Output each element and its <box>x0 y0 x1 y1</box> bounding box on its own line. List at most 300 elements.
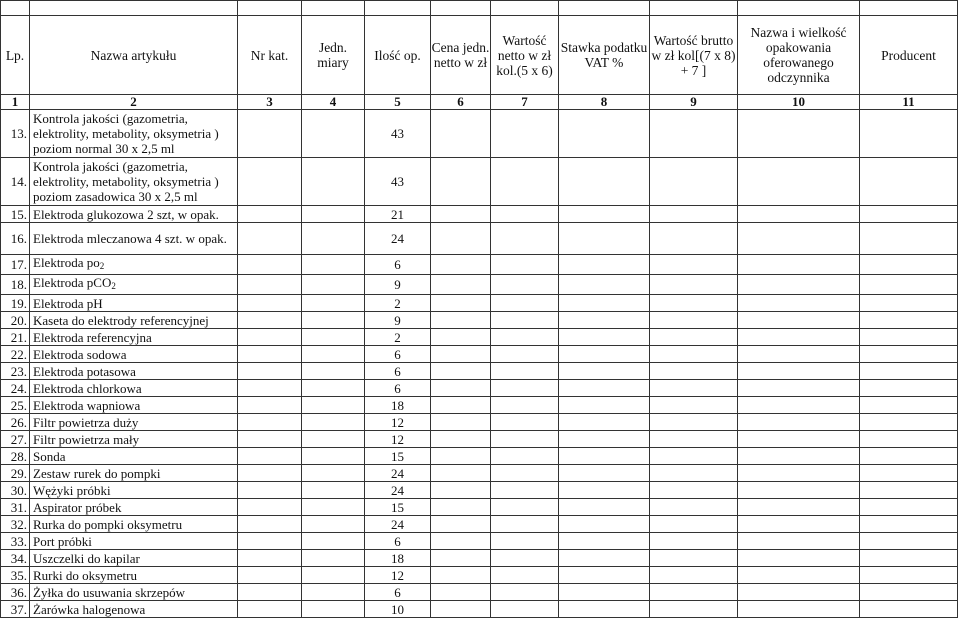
empty-cell <box>431 223 491 255</box>
row-name: Port próbki <box>30 533 238 550</box>
empty-cell <box>650 448 738 465</box>
empty-cell <box>860 295 958 312</box>
row-qty: 12 <box>365 567 431 584</box>
empty-cell <box>491 275 559 295</box>
empty-cell <box>238 158 302 206</box>
empty-cell <box>738 380 860 397</box>
row-qty: 24 <box>365 482 431 499</box>
row-qty: 6 <box>365 584 431 601</box>
empty-cell <box>302 499 365 516</box>
empty-cell <box>559 275 650 295</box>
empty-cell <box>491 499 559 516</box>
row-name: Kontrola jakości (gazometria, elektrolity, metabolity, oksymetria ) poziom zasadowica 30 x 2,5 ml <box>30 158 238 206</box>
empty-cell <box>431 275 491 295</box>
empty-cell <box>491 363 559 380</box>
row-lp: 19. <box>1 295 30 312</box>
empty-cell <box>238 346 302 363</box>
empty-cell <box>650 363 738 380</box>
empty-cell <box>491 206 559 223</box>
empty-cell <box>302 206 365 223</box>
row-lp: 25. <box>1 397 30 414</box>
empty-cell <box>302 448 365 465</box>
row-lp: 33. <box>1 533 30 550</box>
empty-cell <box>738 363 860 380</box>
empty-cell <box>238 275 302 295</box>
col-number: 4 <box>302 95 365 110</box>
empty-cell <box>738 448 860 465</box>
col-number: 1 <box>1 95 30 110</box>
row-lp: 34. <box>1 550 30 567</box>
empty-cell <box>650 414 738 431</box>
empty-cell <box>491 380 559 397</box>
table-row <box>1 363 958 380</box>
row-lp: 26. <box>1 414 30 431</box>
empty-cell <box>431 448 491 465</box>
row-name: Aspirator próbek <box>30 499 238 516</box>
row-qty: 24 <box>365 516 431 533</box>
empty-cell <box>431 295 491 312</box>
empty-cell <box>491 312 559 329</box>
row-lp: 20. <box>1 312 30 329</box>
empty-cell <box>559 223 650 255</box>
empty-cell <box>431 482 491 499</box>
empty-cell <box>738 397 860 414</box>
header-producer: Producent <box>860 16 958 95</box>
empty-cell <box>302 516 365 533</box>
col-number: 7 <box>491 95 559 110</box>
empty-cell <box>491 516 559 533</box>
empty-cell <box>431 431 491 448</box>
row-name: Elektroda $po_2$ <box>30 255 238 275</box>
row-qty: 21 <box>365 206 431 223</box>
empty-cell <box>238 499 302 516</box>
row-lp: 37. <box>1 601 30 618</box>
empty-cell <box>238 533 302 550</box>
row-lp: 36. <box>1 584 30 601</box>
header-price: Cena jedn. netto w zł <box>431 16 491 95</box>
empty-cell <box>650 465 738 482</box>
row-lp: 14. <box>1 158 30 206</box>
empty-cell <box>650 533 738 550</box>
row-name: Elektroda referencyjna <box>30 329 238 346</box>
empty-cell <box>559 516 650 533</box>
empty-cell <box>738 312 860 329</box>
empty-cell <box>302 380 365 397</box>
table-row <box>1 255 958 275</box>
empty-cell <box>302 601 365 618</box>
empty-cell <box>738 482 860 499</box>
empty-cell <box>302 295 365 312</box>
row-lp: 13. <box>1 110 30 158</box>
table-row <box>1 499 958 516</box>
empty-cell <box>559 158 650 206</box>
empty-cell <box>491 255 559 275</box>
empty-cell <box>491 431 559 448</box>
table-row <box>1 312 958 329</box>
row-name: Rurki do oksymetru <box>30 567 238 584</box>
empty-cell <box>860 275 958 295</box>
empty-cell <box>860 414 958 431</box>
empty-cell <box>238 482 302 499</box>
header-qty: Ilość op. <box>365 16 431 95</box>
empty-cell <box>559 499 650 516</box>
row-lp: 35. <box>1 567 30 584</box>
empty-cell <box>302 255 365 275</box>
empty-cell <box>431 255 491 275</box>
empty-cell <box>650 329 738 346</box>
empty-cell <box>491 110 559 158</box>
table-row <box>1 482 958 499</box>
row-name: Uszczelki do kapilar <box>30 550 238 567</box>
empty-cell <box>650 431 738 448</box>
row-qty: 12 <box>365 414 431 431</box>
empty-cell <box>738 465 860 482</box>
empty-cell <box>238 295 302 312</box>
empty-cell <box>860 448 958 465</box>
empty-cell <box>559 448 650 465</box>
empty-cell <box>302 223 365 255</box>
empty-cell <box>738 550 860 567</box>
header-net-value: Wartość netto w zł kol.(5 x 6) <box>491 16 559 95</box>
row-name: Kontrola jakości (gazometria, elektrolity, metabolity, oksymetria ) poziom normal 30 x 2,5 ml <box>30 110 238 158</box>
row-name: Elektroda glukozowa 2 szt, w opak. <box>30 206 238 223</box>
empty-cell <box>238 601 302 618</box>
empty-cell <box>738 275 860 295</box>
row-name: Elektroda wapniowa <box>30 397 238 414</box>
header-unit: Jedn. miary <box>302 16 365 95</box>
row-qty: 2 <box>365 329 431 346</box>
empty-cell <box>650 499 738 516</box>
col-number: 10 <box>738 95 860 110</box>
row-qty: 24 <box>365 465 431 482</box>
empty-cell <box>302 329 365 346</box>
empty-cell <box>738 516 860 533</box>
row-name: Kaseta do elektrody referencyjnej <box>30 312 238 329</box>
header-nr: Nr kat. <box>238 16 302 95</box>
empty-cell <box>860 584 958 601</box>
empty-cell <box>302 110 365 158</box>
empty-cell <box>650 601 738 618</box>
empty-cell <box>860 380 958 397</box>
empty-cell <box>559 206 650 223</box>
row-name: Rurka do pompki oksymetru <box>30 516 238 533</box>
empty-cell <box>559 465 650 482</box>
empty-cell <box>559 380 650 397</box>
empty-cell <box>238 363 302 380</box>
table-row <box>1 533 958 550</box>
row-qty: 6 <box>365 380 431 397</box>
table-row <box>1 110 958 158</box>
empty-cell <box>491 550 559 567</box>
empty-cell <box>238 380 302 397</box>
empty-cell <box>238 414 302 431</box>
row-qty: 6 <box>365 363 431 380</box>
row-name: Żyłka do usuwania skrzepów <box>30 584 238 601</box>
table-row <box>1 295 958 312</box>
row-lp: 29. <box>1 465 30 482</box>
empty-cell <box>559 110 650 158</box>
empty-cell <box>238 431 302 448</box>
empty-cell <box>860 158 958 206</box>
empty-cell <box>559 482 650 499</box>
row-name: Elektroda potasowa <box>30 363 238 380</box>
empty-cell <box>302 346 365 363</box>
row-qty: 6 <box>365 346 431 363</box>
empty-cell <box>650 295 738 312</box>
empty-cell <box>302 584 365 601</box>
table-row <box>1 584 958 601</box>
col-number: 2 <box>30 95 238 110</box>
table-row <box>1 516 958 533</box>
empty-cell <box>559 312 650 329</box>
empty-cell <box>238 448 302 465</box>
row-name: Elektroda sodowa <box>30 346 238 363</box>
empty-cell <box>860 533 958 550</box>
empty-cell <box>431 465 491 482</box>
empty-cell <box>738 601 860 618</box>
empty-cell <box>860 363 958 380</box>
empty-cell <box>738 329 860 346</box>
row-name: Żarówka halogenowa <box>30 601 238 618</box>
empty-cell <box>302 414 365 431</box>
empty-cell <box>238 312 302 329</box>
empty-cell <box>650 312 738 329</box>
empty-cell <box>491 346 559 363</box>
empty-cell <box>738 110 860 158</box>
column-number-row <box>1 95 958 110</box>
row-name: Filtr powietrza mały <box>30 431 238 448</box>
empty-cell <box>431 601 491 618</box>
col-number: 11 <box>860 95 958 110</box>
col-number: 9 <box>650 95 738 110</box>
row-name: Elektroda mleczanowa 4 szt. w opak. <box>30 223 238 255</box>
empty-cell <box>650 346 738 363</box>
empty-cell <box>238 397 302 414</box>
empty-cell <box>650 550 738 567</box>
empty-cell <box>491 567 559 584</box>
empty-cell <box>860 516 958 533</box>
empty-cell <box>738 223 860 255</box>
header-name: Nazwa artykułu <box>30 16 238 95</box>
empty-cell <box>559 255 650 275</box>
row-lp: 16. <box>1 223 30 255</box>
empty-cell <box>431 499 491 516</box>
empty-cell <box>431 158 491 206</box>
row-lp: 22. <box>1 346 30 363</box>
empty-cell <box>302 397 365 414</box>
empty-cell <box>860 346 958 363</box>
empty-cell <box>302 312 365 329</box>
empty-cell <box>491 584 559 601</box>
empty-cell <box>491 158 559 206</box>
empty-cell <box>559 414 650 431</box>
top-blank-row <box>1 1 958 16</box>
row-qty: 6 <box>365 255 431 275</box>
header-vat: Stawka podatku VAT % <box>559 16 650 95</box>
empty-cell <box>559 567 650 584</box>
empty-cell <box>650 158 738 206</box>
empty-cell <box>431 584 491 601</box>
empty-cell <box>238 465 302 482</box>
empty-cell <box>238 110 302 158</box>
row-qty: 6 <box>365 533 431 550</box>
table-row <box>1 550 958 567</box>
empty-cell <box>238 206 302 223</box>
empty-cell <box>860 465 958 482</box>
empty-cell <box>302 567 365 584</box>
empty-cell <box>302 465 365 482</box>
table-row <box>1 158 958 206</box>
empty-cell <box>491 295 559 312</box>
col-number: 8 <box>559 95 650 110</box>
table-row <box>1 223 958 255</box>
table-row <box>1 448 958 465</box>
row-name: Elektroda pH <box>30 295 238 312</box>
empty-cell <box>302 482 365 499</box>
row-name: Sonda <box>30 448 238 465</box>
empty-cell <box>491 397 559 414</box>
row-qty: 12 <box>365 431 431 448</box>
empty-cell <box>302 275 365 295</box>
row-name: Wężyki próbki <box>30 482 238 499</box>
empty-cell <box>431 312 491 329</box>
empty-cell <box>738 346 860 363</box>
empty-cell <box>650 482 738 499</box>
empty-cell <box>738 295 860 312</box>
empty-cell <box>302 550 365 567</box>
row-lp: 31. <box>1 499 30 516</box>
empty-cell <box>860 329 958 346</box>
row-qty: 43 <box>365 158 431 206</box>
empty-cell <box>860 550 958 567</box>
empty-cell <box>431 329 491 346</box>
table-row <box>1 329 958 346</box>
empty-cell <box>650 567 738 584</box>
empty-cell <box>860 206 958 223</box>
table-row <box>1 414 958 431</box>
empty-cell <box>650 516 738 533</box>
row-lp: 30. <box>1 482 30 499</box>
empty-cell <box>302 533 365 550</box>
empty-cell <box>238 516 302 533</box>
empty-cell <box>738 533 860 550</box>
empty-cell <box>238 255 302 275</box>
row-qty: 43 <box>365 110 431 158</box>
col-number: 3 <box>238 95 302 110</box>
empty-cell <box>650 397 738 414</box>
empty-cell <box>431 380 491 397</box>
row-lp: 27. <box>1 431 30 448</box>
empty-cell <box>860 567 958 584</box>
row-name: Elektroda chlorkowa <box>30 380 238 397</box>
row-qty: 10 <box>365 601 431 618</box>
row-name: Zestaw rurek do pompki <box>30 465 238 482</box>
row-lp: 15. <box>1 206 30 223</box>
header-lp: Lp. <box>1 16 30 95</box>
empty-cell <box>650 110 738 158</box>
empty-cell <box>491 223 559 255</box>
table-row <box>1 465 958 482</box>
empty-cell <box>738 567 860 584</box>
empty-cell <box>431 550 491 567</box>
empty-cell <box>431 414 491 431</box>
table-row <box>1 206 958 223</box>
row-qty: 9 <box>365 275 431 295</box>
empty-cell <box>238 329 302 346</box>
table-row <box>1 567 958 584</box>
row-qty: 15 <box>365 499 431 516</box>
empty-cell <box>431 567 491 584</box>
empty-cell <box>738 499 860 516</box>
empty-cell <box>559 533 650 550</box>
empty-cell <box>860 482 958 499</box>
empty-cell <box>559 329 650 346</box>
empty-cell <box>491 533 559 550</box>
empty-cell <box>491 329 559 346</box>
empty-cell <box>559 397 650 414</box>
empty-cell <box>650 223 738 255</box>
empty-cell <box>559 584 650 601</box>
empty-cell <box>650 255 738 275</box>
empty-cell <box>238 223 302 255</box>
empty-cell <box>559 550 650 567</box>
empty-cell <box>559 601 650 618</box>
empty-cell <box>431 110 491 158</box>
col-number: 5 <box>365 95 431 110</box>
empty-cell <box>860 255 958 275</box>
row-lp: 23. <box>1 363 30 380</box>
table-row <box>1 397 958 414</box>
header-row <box>1 16 958 95</box>
empty-cell <box>860 312 958 329</box>
empty-cell <box>238 584 302 601</box>
empty-cell <box>431 346 491 363</box>
table-row <box>1 601 958 618</box>
empty-cell <box>738 584 860 601</box>
row-name: Elektroda pCO$_2$ <box>30 275 238 295</box>
empty-cell <box>238 550 302 567</box>
table-row <box>1 346 958 363</box>
empty-cell <box>431 397 491 414</box>
row-lp: 24. <box>1 380 30 397</box>
row-lp: 32. <box>1 516 30 533</box>
empty-cell <box>431 533 491 550</box>
row-lp: 17. <box>1 255 30 275</box>
table-row <box>1 431 958 448</box>
empty-cell <box>738 206 860 223</box>
empty-cell <box>559 363 650 380</box>
empty-cell <box>860 223 958 255</box>
empty-cell <box>650 206 738 223</box>
row-lp: 28. <box>1 448 30 465</box>
row-name: Filtr powietrza duży <box>30 414 238 431</box>
row-qty: 15 <box>365 448 431 465</box>
empty-cell <box>860 431 958 448</box>
col-number: 6 <box>431 95 491 110</box>
empty-cell <box>491 448 559 465</box>
header-package: Nazwa i wielkość opakowania oferowanego odczynnika <box>738 16 860 95</box>
header-gross-value: Wartość brutto w zł kol[(7 x 8) + 7 ] <box>650 16 738 95</box>
empty-cell <box>559 431 650 448</box>
row-lp: 18. <box>1 275 30 295</box>
empty-cell <box>650 380 738 397</box>
empty-cell <box>491 465 559 482</box>
empty-cell <box>860 110 958 158</box>
empty-cell <box>559 346 650 363</box>
row-qty: 9 <box>365 312 431 329</box>
empty-cell <box>431 516 491 533</box>
empty-cell <box>738 255 860 275</box>
